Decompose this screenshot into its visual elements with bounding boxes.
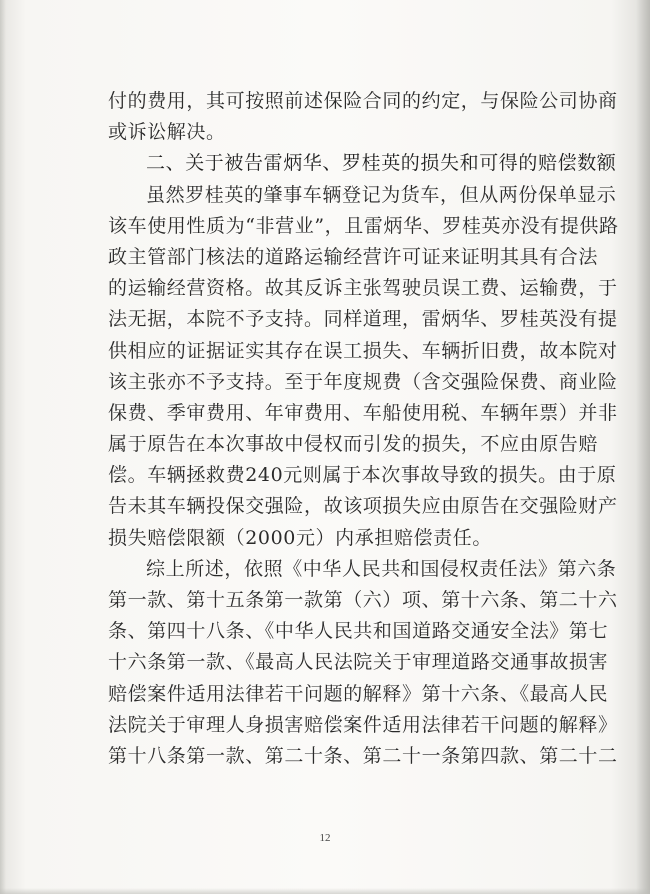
text-line: 第一款、第十五条第一款第（六）项、第十六条、第二十六 bbox=[108, 589, 618, 611]
page-number: 12 bbox=[319, 832, 331, 844]
text-line: 损失赔偿限额（2000元）内承担赔偿责任。 bbox=[108, 526, 492, 549]
text-line: 供相应的证据证实其存在误工损失、车辆折旧费，故本院对 bbox=[108, 339, 618, 362]
text-line: 政主管部门核法的道路运输经营许可证来证明其具有合法 bbox=[108, 245, 599, 268]
text-line: 综上所述，依照《中华人民共和国侵权责任法》第六条 bbox=[146, 557, 617, 580]
text-line: 该主张亦不予支持。至于年度规费（含交强险保费、商业险 bbox=[108, 370, 618, 393]
text-line: 告未其车辆投保交强险，故该项损失应由原告在交强险财产 bbox=[108, 495, 618, 518]
text-line: 偿。车辆拯救费240元则属于本次事故导致的损失。由于原 bbox=[108, 464, 617, 487]
text-line: 条、第四十八条、《中华人民共和国道路交通安全法》第七 bbox=[108, 620, 609, 643]
scan-edge-left bbox=[0, 0, 6, 894]
scan-edge-bottom bbox=[0, 888, 650, 894]
text-line: 法无据，本院不予支持。同样道理，雷炳华、罗桂英没有提 bbox=[108, 308, 618, 331]
text-line: 属于原告在本次事故中侵权而引发的损失，不应由原告赔 bbox=[108, 433, 599, 456]
text-line: 或诉讼解决。 bbox=[108, 121, 226, 144]
text-line: 付的费用，其可按照前述保险合同的约定，与保险公司协商 bbox=[108, 90, 618, 112]
text-line: 的运输经营资格。故其反诉主张驾驶员误工费、运输费，于 bbox=[108, 277, 618, 300]
text-line: 保费、季审费用、年审费用、车船使用税、车辆年票）并非 bbox=[108, 401, 618, 424]
text-line: 虽然罗桂英的肇事车辆登记为货车，但从两份保单显示 bbox=[146, 183, 617, 206]
text-line: 法院关于审理人身损害赔偿案件适用法律若干问题的解释》 bbox=[108, 713, 618, 736]
text-line: 第十八条第一款、第二十条、第二十一条第四款、第二十二 bbox=[108, 744, 618, 767]
judgment-body-text bbox=[108, 86, 619, 772]
text-line: 该车使用性质为“非营业”，且雷炳华、罗桂英亦没有提供路 bbox=[108, 214, 619, 237]
text-line: 赔偿案件适用法律若干问题的解释》第十六条、《最高人民 bbox=[108, 682, 609, 705]
text-line: 十六条第一款、《最高人民法院关于审理道路交通事故损害 bbox=[108, 651, 609, 674]
scan-edge-right bbox=[636, 0, 650, 894]
section-heading: 二、关于被告雷炳华、罗桂英的损失和可得的赔偿数额 bbox=[146, 152, 617, 175]
